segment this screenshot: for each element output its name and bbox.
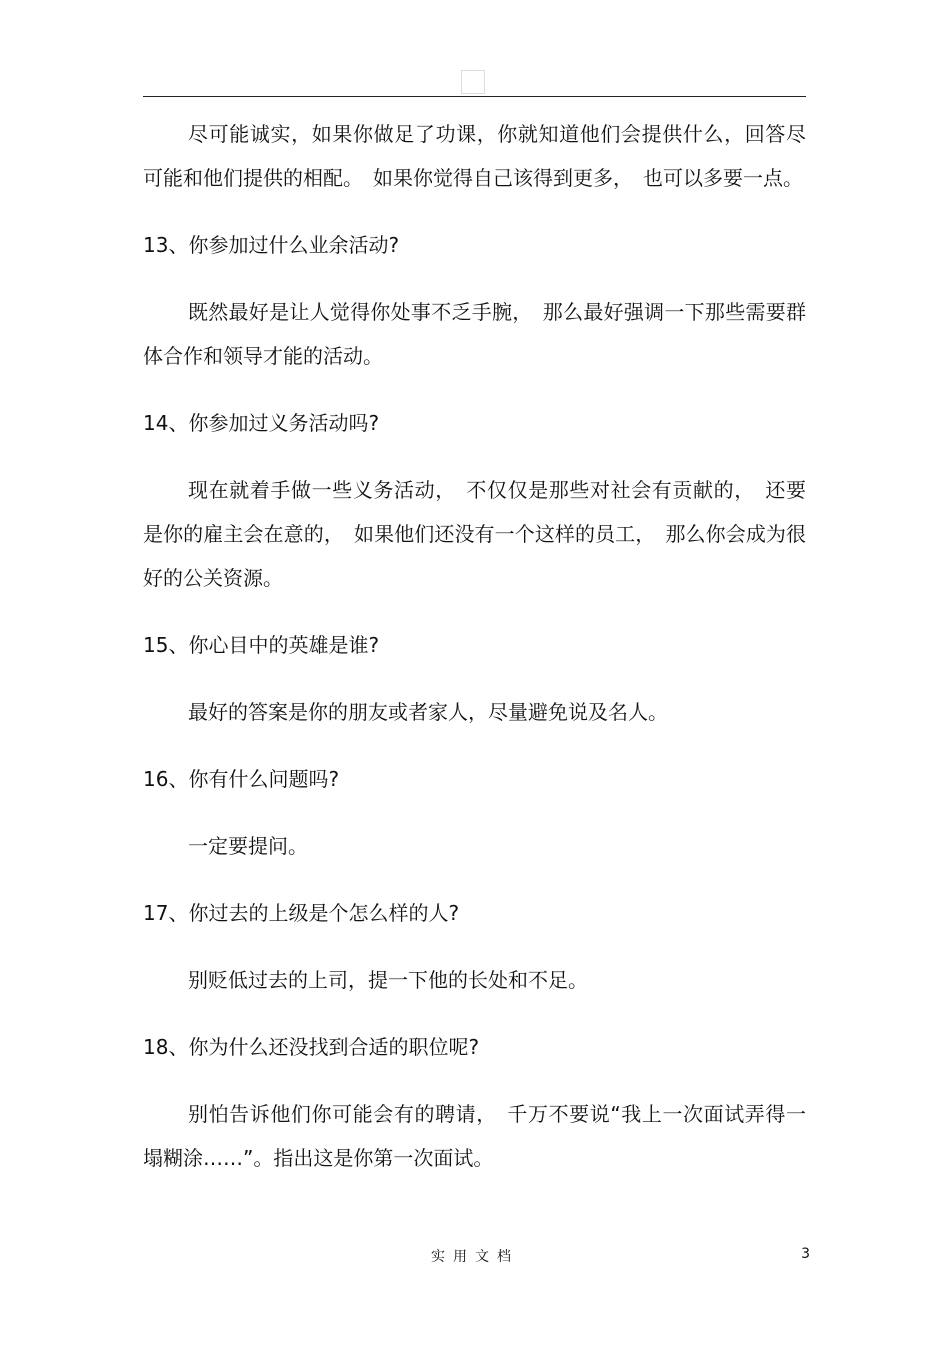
answer-paragraph: 现在就着手做一些义务活动， 不仅仅是那些对社会有贡献的， 还要是你的雇主会在意的， 如果他们还没有一个这样的员工， 那么你会成为很好的公关资源。 xyxy=(143,478,806,590)
question-heading: 17、你过去的上级是个怎么样的人? xyxy=(143,901,460,925)
question-heading: 14、你参加过义务活动吗? xyxy=(143,411,380,435)
question-heading: 16、你有什么问题吗? xyxy=(143,767,340,791)
question-heading: 18、你为什么还没找到合适的职位呢? xyxy=(143,1035,480,1059)
footer-label: 实用文档 xyxy=(431,1249,519,1265)
answer-paragraph: 最好的答案是你的朋友或者家人，尽量避免说及名人。 xyxy=(188,700,668,724)
answer-paragraph: 一定要提问。 xyxy=(188,834,308,858)
answer-paragraph: 别怕告诉他们你可能会有的聘请， 千万不要说“我上一次面试弄得一塌糊涂……”。指出这是你第一次面试。 xyxy=(143,1102,806,1170)
answer-paragraph: 别贬低过去的上司，提一下他的长处和不足。 xyxy=(188,968,588,992)
answer-paragraph: 既然最好是让人觉得你处事不乏手腕， 那么最好强调一下那些需要群体合作和领导才能的活动。 xyxy=(143,300,806,368)
question-heading: 13、你参加过什么业余活动? xyxy=(143,233,400,257)
header-rule xyxy=(143,96,806,97)
answer-paragraph: 尽可能诚实，如果你做足了功课，你就知道他们会提供什么，回答尽可能和他们提供的相配。 如果你觉得自己该得到更多， 也可以多要一点。 xyxy=(143,122,806,190)
question-heading: 15、你心目中的英雄是谁? xyxy=(143,633,380,657)
page-number: 3 xyxy=(801,1246,810,1262)
document-body xyxy=(143,112,806,1180)
header-placeholder-box xyxy=(461,70,485,94)
